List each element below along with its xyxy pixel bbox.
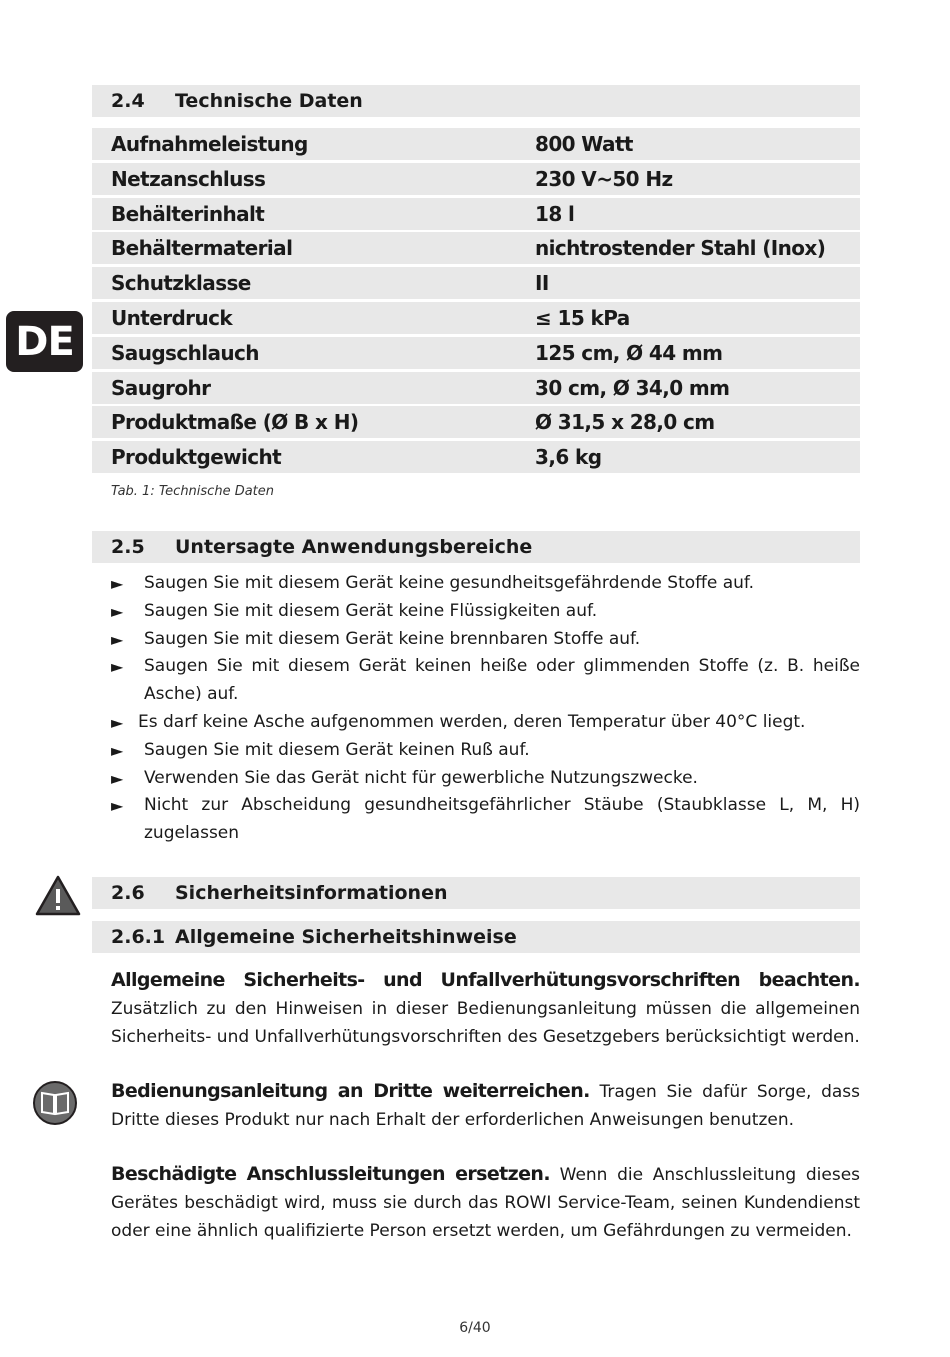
section-heading-2-5 bbox=[92, 531, 860, 563]
list-item-text: Saugen Sie mit diesem Gerät keinen Ruß auf. bbox=[144, 739, 530, 760]
list-item-text: Saugen Sie mit diesem Gerät keine Flüssigkeiten auf. bbox=[144, 600, 598, 621]
row-value: Ø 31,5 x 28,0 cm bbox=[535, 410, 715, 435]
list-item-text: Saugen Sie mit diesem Gerät keine brennbaren Stoffe auf. bbox=[144, 628, 641, 649]
paragraph-body: Tragen Sie dafür Sorge, dass Dritte dieses Produkt nur nach Erhalt der erforderlichen Anweisungen benutzen. bbox=[111, 1082, 861, 1130]
prohibited-uses-list bbox=[111, 570, 860, 848]
safety-paragraph bbox=[111, 1161, 860, 1245]
list-item-text: Saugen Sie mit diesem Gerät keinen heiße oder glimmenden Stoffe (z. B. heiße Asche) auf. bbox=[144, 656, 860, 705]
section-title: Technische Daten bbox=[175, 90, 363, 112]
row-label: Saugrohr bbox=[111, 375, 211, 400]
list-item bbox=[111, 709, 860, 737]
list-item bbox=[111, 570, 860, 598]
table-row bbox=[92, 302, 860, 334]
safety-paragraph bbox=[111, 1078, 860, 1135]
paragraph-lead: Allgemeine Sicherheits- und Unfallverhütungsvorschriften beachten. bbox=[111, 969, 860, 991]
table-caption: Tab. 1: Technische Daten bbox=[111, 484, 275, 499]
table-row bbox=[92, 441, 860, 473]
list-item bbox=[111, 765, 860, 793]
safety-paragraph bbox=[111, 967, 860, 1051]
paragraph-lead: Bedienungsanleitung an Dritte weiterreichen. bbox=[111, 1080, 590, 1102]
bullet-arrow-icon: ► bbox=[111, 712, 124, 732]
row-value: ≤ 15 kPa bbox=[535, 305, 630, 330]
list-item bbox=[111, 626, 860, 654]
table-row bbox=[92, 372, 860, 404]
list-item-text: Es darf keine Asche aufgenommen werden, deren Temperatur über 40°C liegt. bbox=[138, 711, 806, 732]
paragraph-body: Wenn die Anschlussleitung dieses Gerätes beschädigt wird, muss sie durch das ROWI Service-Team, seinen Kundendienst oder eine ähnlich qualifizierte Person ersetzt werden, um Gefährdungen zu vermeiden. bbox=[111, 1165, 861, 1241]
table-row bbox=[92, 232, 860, 264]
table-row bbox=[92, 163, 860, 195]
row-label: Netzanschluss bbox=[111, 166, 266, 191]
row-value: 125 cm, Ø 44 mm bbox=[535, 340, 723, 365]
bullet-arrow-icon: ► bbox=[111, 574, 124, 593]
list-item-text: Nicht zur Abscheidung gesundheitsgefährlicher Stäube (Staubklasse L, M, H) zugelassen bbox=[144, 795, 860, 844]
row-label: Produktmaße (Ø B x H) bbox=[111, 410, 359, 435]
table-row bbox=[92, 337, 860, 369]
row-value: II bbox=[535, 271, 549, 296]
row-value: 18 l bbox=[535, 201, 575, 226]
row-label: Schutzklasse bbox=[111, 271, 251, 296]
section-title: Untersagte Anwendungsbereiche bbox=[175, 536, 533, 558]
section-heading-2-4 bbox=[92, 85, 860, 117]
table-row bbox=[92, 128, 860, 160]
warning-triangle-icon bbox=[34, 874, 82, 918]
paragraph-lead: Beschädigte Anschlussleitungen ersetzen. bbox=[111, 1163, 550, 1185]
list-item-text: Saugen Sie mit diesem Gerät keine gesundheitsgefährdende Stoffe auf. bbox=[144, 573, 755, 593]
table-row bbox=[92, 406, 860, 438]
section-number: 2.5 bbox=[111, 536, 145, 558]
list-item bbox=[111, 792, 860, 848]
row-label: Aufnahmeleistung bbox=[111, 132, 308, 156]
bullet-arrow-icon: ► bbox=[111, 740, 124, 760]
list-item bbox=[111, 737, 860, 765]
page-number: 6/40 bbox=[459, 1320, 491, 1336]
row-value: nichtrostender Stahl (Inox) bbox=[535, 236, 826, 261]
row-value: 230 V~50 Hz bbox=[535, 166, 673, 191]
row-label: Behältermaterial bbox=[111, 236, 293, 261]
row-value: 800 Watt bbox=[535, 132, 633, 156]
language-tab: DE bbox=[6, 311, 83, 372]
paragraph-body: Zusätzlich zu den Hinweisen in dieser Bedienungsanleitung müssen die allgemeinen Sicherheits- und Unfallverhütungsvorschriften des Gesetzgebers berücksichtigt werden. bbox=[111, 998, 860, 1047]
section-number: 2.6.1 bbox=[111, 926, 166, 948]
table-row bbox=[92, 198, 860, 230]
section-heading-2-6-1 bbox=[92, 921, 860, 953]
row-label: Unterdruck bbox=[111, 305, 233, 330]
list-item bbox=[111, 653, 860, 709]
list-item-text: Verwenden Sie das Gerät nicht für gewerbliche Nutzungszwecke. bbox=[144, 767, 698, 788]
row-value: 30 cm, Ø 34,0 mm bbox=[535, 375, 730, 400]
section-title: Allgemeine Sicherheitshinweise bbox=[175, 926, 517, 948]
table-row bbox=[92, 267, 860, 299]
bullet-arrow-icon: ► bbox=[111, 657, 124, 677]
bullet-arrow-icon: ► bbox=[111, 601, 124, 621]
list-item bbox=[111, 598, 860, 626]
bullet-arrow-icon: ► bbox=[111, 629, 124, 649]
section-number: 2.6 bbox=[111, 882, 145, 904]
book-icon bbox=[32, 1080, 78, 1126]
row-label: Produktgewicht bbox=[111, 445, 282, 470]
row-label: Saugschlauch bbox=[111, 340, 259, 365]
section-heading-2-6 bbox=[92, 877, 860, 909]
row-value: 3,6 kg bbox=[535, 445, 602, 470]
bullet-arrow-icon: ► bbox=[111, 796, 124, 816]
row-label: Behälterinhalt bbox=[111, 201, 265, 226]
section-title: Sicherheitsinformationen bbox=[175, 882, 448, 904]
bullet-arrow-icon: ► bbox=[111, 768, 124, 788]
technical-data-table bbox=[92, 128, 860, 476]
section-number: 2.4 bbox=[111, 90, 145, 112]
